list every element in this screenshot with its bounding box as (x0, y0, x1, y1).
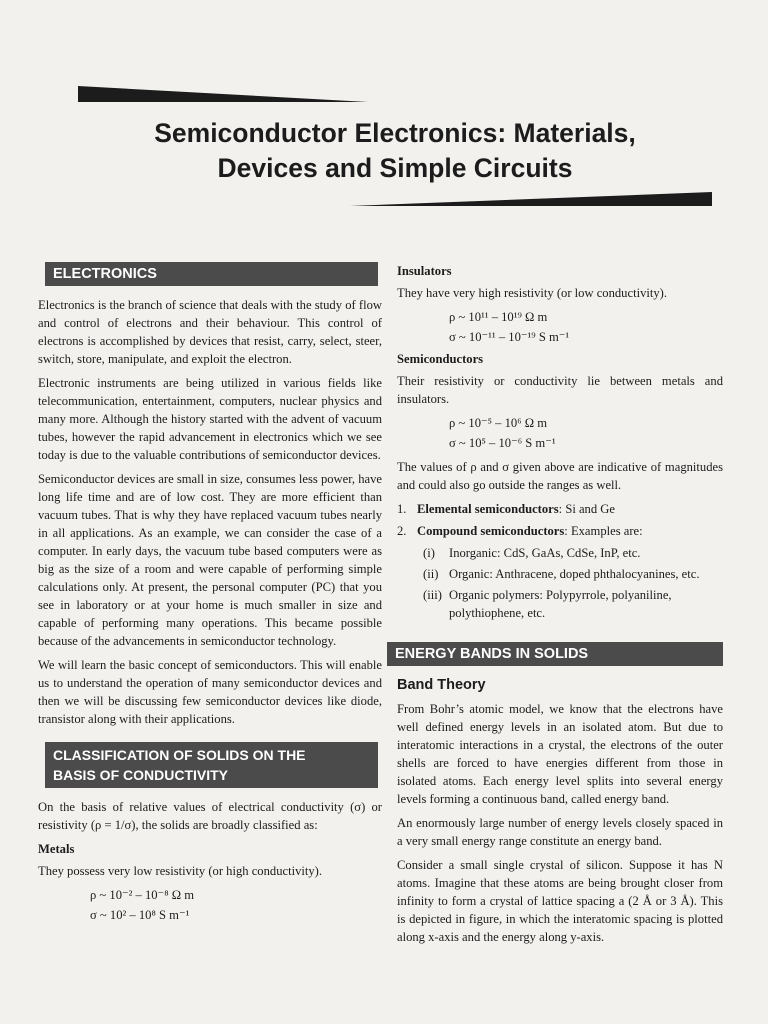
energy-bands-paragraph-2: An enormously large number of energy levels closely spaced in a very small energy range constitute an energy band. (397, 816, 723, 848)
sub-list-item-text: Inorganic: CdS, GaAs, CdSe, InP, etc. (449, 546, 641, 560)
metals-text: They possess very low resistivity (or high conductivity). (38, 864, 323, 878)
right-column (397, 262, 723, 952)
sub-list-item-text: Organic: Anthracene, doped phthalocyanines, etc. (449, 567, 700, 581)
list-item-number: 2. (397, 524, 407, 538)
chapter-title-line-1: Semiconductor Electronics: Materials, (154, 118, 636, 148)
insulators-text: They have very high resistivity (or low conductivity). (397, 286, 668, 300)
classification-heading-line-1: CLASSIFICATION OF SOLIDS ON THE (53, 747, 306, 763)
insulators-label: Insulators (397, 264, 452, 278)
electronics-paragraph-3: Semiconductor devices are small in size, consumes less power, have long life time and are of low cost. They are more efficient than vacuum tubes. That is why they have replaced vacuum tubes nearly in all applications. As an example, we can consider the case of a computer. In early days, the vacuum tube based computers were as big as the size of a room and were capable of performing simple calculations only. At present, the personal computer (PC) that you see in laboratory or at your home is much smaller in size and capable of performing many operations. This became possible because of the advancements in semiconductor technology. (38, 472, 382, 648)
metals-conductivity: σ ~ 10² – 10⁸ S m⁻¹ (90, 908, 190, 922)
decorative-bottom-bar (350, 192, 712, 206)
sub-list-item-number: (i) (423, 546, 435, 560)
list-item (397, 522, 723, 540)
sub-list-item (423, 586, 723, 622)
energy-bands-paragraph-1: From Bohr’s atomic model, we know that the electrons have well defined energy levels in an isolated atom. But due to interatomic interactions in a crystal, the electrons of the outer shells are forced to have energies different from those in isolated atoms. Each energy level splits into several energy levels forming a continuous band, called energy band. (397, 702, 723, 806)
electronics-heading: ELECTRONICS (45, 262, 378, 286)
list-item (397, 500, 723, 518)
sub-list-item (423, 544, 723, 562)
semiconductors-note: The values of ρ and σ given above are indicative of magnitudes and could also go outside the ranges as well. (397, 460, 723, 492)
left-column (38, 262, 382, 926)
semiconductors-conductivity: σ ~ 10⁵ – 10⁻⁶ S m⁻¹ (449, 436, 556, 450)
energy-bands-paragraph-3: Consider a small single crystal of silicon. Suppose it has N atoms. Imagine that these atoms are being brought closer from infinity to form a crystal of lattice spacing a (2 Å or 3 Å). This is depicted in figure, in which the interatomic spacing is plotted along x-axis and the energy along y-axis. (397, 858, 723, 944)
insulators-conductivity: σ ~ 10⁻¹¹ – 10⁻¹⁹ S m⁻¹ (449, 330, 570, 344)
classification-intro: On the basis of relative values of electrical conductivity (σ) or resistivity (ρ = 1/σ), the solids are broadly classified as: (38, 800, 382, 832)
list-item-text: : Examples are: (564, 524, 643, 538)
list-item-number: 1. (397, 502, 407, 516)
sub-list-item-text: Organic polymers: Polypyrrole, polyaniline, polythiophene, etc. (449, 588, 672, 620)
classification-heading-line-2: BASIS OF CONDUCTIVITY (53, 767, 229, 783)
energy-bands-heading: ENERGY BANDS IN SOLIDS (387, 642, 723, 666)
electronics-paragraph-1: Electronics is the branch of science that deals with the study of flow and control of electrons and their behaviour. This control of electrons is accomplished by devices that resist, carry, select, steer, switch, store, manipulate, and exploit the electron. (38, 298, 382, 366)
classification-heading (45, 742, 378, 788)
electronics-paragraph-2: Electronic instruments are being utilized in various fields like telecommunication, entertainment, computers, nuclear physics and many more. Although the history started with the advent of vacuum tubes, however the rapid advancement in electronics which we see today is due to the valuable contributions of semiconductor devices. (38, 376, 382, 462)
semiconductors-label: Semiconductors (397, 352, 484, 366)
decorative-top-bar (78, 86, 368, 102)
sub-list-item (423, 565, 723, 583)
list-item-label: Elemental semiconductors (417, 502, 559, 516)
band-theory-subheading: Band Theory (397, 677, 486, 693)
metals-label: Metals (38, 842, 75, 856)
sub-list-item-number: (ii) (423, 567, 439, 581)
list-item-text: : Si and Ge (558, 502, 615, 516)
sub-list-item-number: (iii) (423, 588, 442, 602)
semiconductors-text: Their resistivity or conductivity lie between metals and insulators. (397, 374, 723, 406)
list-item-label: Compound semiconductors (417, 524, 565, 538)
metals-resistivity: ρ ~ 10⁻² – 10⁻⁸ Ω m (90, 888, 195, 902)
chapter-title (100, 116, 690, 186)
semiconductors-resistivity: ρ ~ 10⁻⁵ – 10⁶ Ω m (449, 416, 548, 430)
chapter-title-line-2: Devices and Simple Circuits (217, 153, 573, 183)
electronics-paragraph-4: We will learn the basic concept of semiconductors. This will enable us to understand the operation of many semiconductor devices and then we will be discussing few semiconductor devices like diode, transistor along with their applications. (38, 658, 382, 726)
insulators-resistivity: ρ ~ 10¹¹ – 10¹⁹ Ω m (449, 310, 548, 324)
